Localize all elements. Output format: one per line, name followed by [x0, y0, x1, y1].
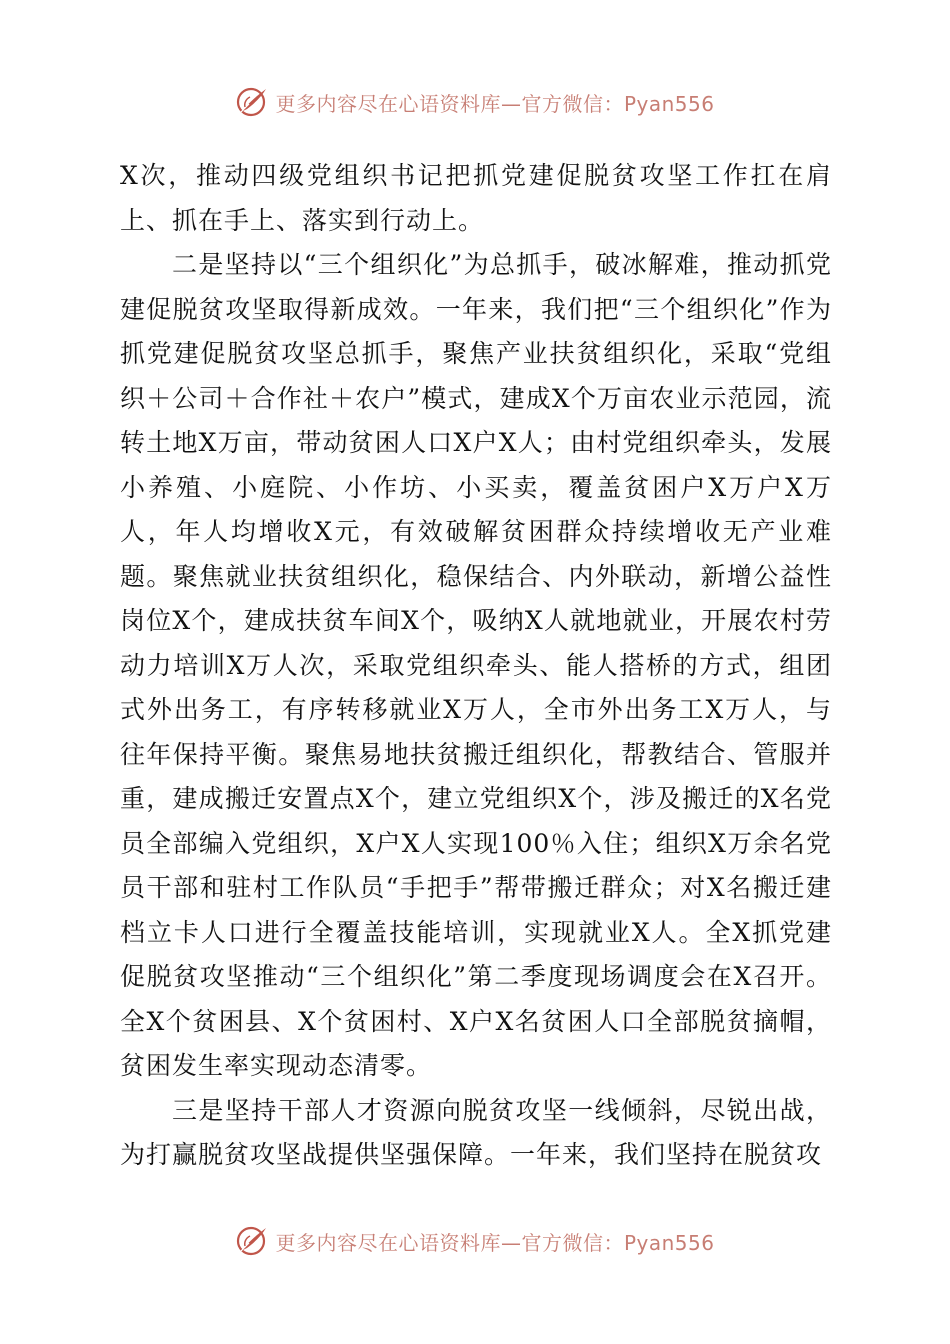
paragraph-continuation: X次，推动四级党组织书记把抓党建促脱贫攻坚工作扛在肩上、抓在手上、落实到行动上。	[120, 161, 832, 235]
footer-banner-text: 更多内容尽在心语资料库—官方微信：Pyan556	[275, 1230, 715, 1255]
quill-pen-logo-icon	[235, 1224, 269, 1258]
header-banner-text: 更多内容尽在心语资料库—官方微信：Pyan556	[275, 91, 715, 116]
document-body	[120, 154, 832, 1178]
quill-pen-logo-icon	[235, 85, 269, 119]
paragraph-third-point: 三是坚持干部人才资源向脱贫攻坚一线倾斜，尽锐出战，为打赢脱贫攻坚战提供坚强保障。一年来，我们坚持在脱贫攻	[120, 1095, 832, 1169]
header-watermark-banner	[0, 82, 950, 122]
paragraph-second-point: 二是坚持以“三个组织化”为总抓手，破冰解难，推动抓党建促脱贫攻坚取得新成效。一年来，我们把“三个组织化”作为抓党建促脱贫攻坚总抓手，聚焦产业扶贫组织化，采取“党组织＋公司＋合作社＋农户”模式，建成X个万亩农业示范园，流转土地X万亩，带动贫困人口X户X人；由村党组织牵头，发展小养殖、小庭院、小作坊、小买卖，覆盖贫困户X万户X万人，年人均增收X元，有效破解贫困群众持续增收无产业难题。聚焦就业扶贫组织化，稳保结合、内外联动，新增公益性岗位X个，建成扶贫车间X个，吸纳X人就地就业，开展农村劳动力培训X万人次，采取党组织牵头、能人搭桥的方式，组团式外出务工，有序转移就业X万人，全市外出务工X万人，与往年保持平衡。聚焦易地扶贫搬迁组织化，帮教结合、管服并重，建成搬迁安置点X个，建立党组织X个，涉及搬迁的X名党员全部编入党组织，X户X人实现100％入住；组织X万余名党员干部和驻村工作队员“手把手”帮带搬迁群众；对X名搬迁建档立卡人口进行全覆盖技能培训，实现就业X人。全X抓党建促脱贫攻坚推动“三个组织化”第二季度现场调度会在X召开。全X个贫困县、X个贫困村、X户X名贫困人口全部脱贫摘帽，贫困发生率实现动态清零。	[120, 250, 832, 1080]
footer-watermark-banner	[0, 1221, 950, 1261]
